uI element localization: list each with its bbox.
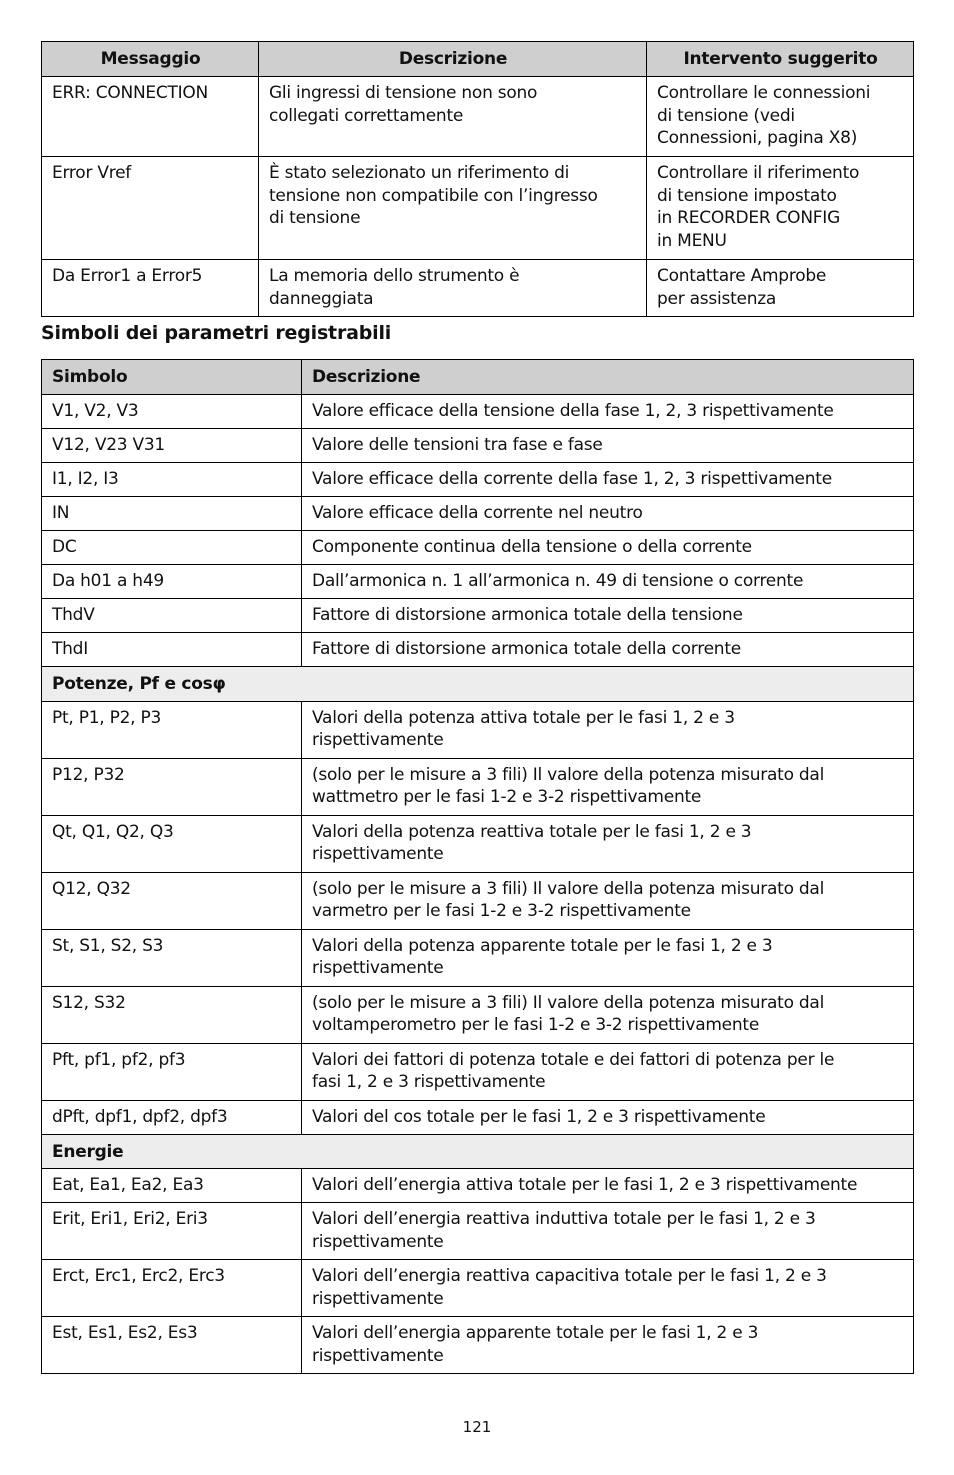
symbol-cell xyxy=(42,758,302,815)
description-line: voltamperometro per le fasi 1-2 e 3-2 rispettivamente xyxy=(312,1015,760,1036)
message-cell: Error Vref xyxy=(42,157,259,260)
table-row xyxy=(42,77,914,157)
description-cell xyxy=(302,463,914,497)
table-row xyxy=(42,1260,914,1317)
symbol-text: Da h01 a h49 xyxy=(52,571,164,591)
section-energy xyxy=(42,1134,914,1169)
description-cell xyxy=(302,929,914,986)
column-header: Descrizione xyxy=(302,360,914,395)
description-line: (solo per le misure a 3 fili) Il valore della potenza misurato dal xyxy=(312,878,825,899)
description-cell xyxy=(302,1100,914,1134)
table-row xyxy=(42,599,914,633)
description-line: rispettivamente xyxy=(312,730,444,751)
symbol-text: Q12, Q32 xyxy=(52,878,131,899)
table-row xyxy=(42,429,914,463)
symbol-text: I1, I2, I3 xyxy=(52,469,119,489)
description-cell xyxy=(302,1203,914,1260)
symbol-text: V1, V2, V3 xyxy=(52,401,139,421)
table-header-row xyxy=(42,42,914,77)
symbol-cell xyxy=(42,815,302,872)
symbol-text: Est, Es1, Es2, Es3 xyxy=(52,1323,198,1344)
table-row xyxy=(42,1203,914,1260)
description-cell xyxy=(302,701,914,758)
table-row xyxy=(42,260,914,317)
symbol-text: ThdI xyxy=(52,639,88,659)
symbol-cell xyxy=(42,1169,302,1203)
column-header: Simbolo xyxy=(42,360,302,395)
description-line: Valori della potenza reattiva totale per le fasi 1, 2 e 3 xyxy=(312,821,752,842)
symbol-text: Erct, Erc1, Erc2, Erc3 xyxy=(52,1266,225,1287)
symbol-text: Qt, Q1, Q2, Q3 xyxy=(52,821,174,842)
description-line: Valore delle tensioni tra fase e fase xyxy=(312,435,603,455)
description-cell: La memoria dello strumento è danneggiata xyxy=(259,260,647,317)
message-cell: ERR: CONNECTION xyxy=(42,77,259,157)
column-header: Messaggio xyxy=(42,42,259,77)
description-line: Valori dell’energia apparente totale per le fasi 1, 2 e 3 xyxy=(312,1323,759,1344)
symbol-text: ThdV xyxy=(52,605,95,625)
symbol-text: V12, V23 V31 xyxy=(52,435,165,455)
description-cell xyxy=(302,429,914,463)
description-line: rispettivamente xyxy=(312,1231,444,1252)
description-cell xyxy=(302,1043,914,1100)
description-line: rispettivamente xyxy=(312,1345,444,1366)
symbol-cell xyxy=(42,633,302,667)
description-cell xyxy=(302,758,914,815)
description-line: Componente continua della tensione o della corrente xyxy=(312,537,752,557)
symbol-cell xyxy=(42,986,302,1043)
description-line: Valori dei fattori di potenza totale e dei fattori di potenza per le xyxy=(312,1049,835,1070)
description-line: Fattore di distorsione armonica totale della corrente xyxy=(312,639,741,659)
description-cell xyxy=(302,531,914,565)
symbols-table xyxy=(41,359,914,1374)
description-cell xyxy=(302,565,914,599)
description-line: rispettivamente xyxy=(312,1288,444,1309)
table-row xyxy=(42,497,914,531)
symbol-cell xyxy=(42,1260,302,1317)
column-header: Descrizione xyxy=(259,42,647,77)
table-row xyxy=(42,701,914,758)
symbol-cell xyxy=(42,463,302,497)
description-cell xyxy=(302,1169,914,1203)
description-line: rispettivamente xyxy=(312,844,444,865)
symbol-text: Erit, Eri1, Eri2, Eri3 xyxy=(52,1209,208,1230)
section-power xyxy=(42,667,914,702)
table-row xyxy=(42,758,914,815)
symbol-cell xyxy=(42,599,302,633)
description-cell xyxy=(302,1260,914,1317)
description-cell xyxy=(302,986,914,1043)
description-line: Valori del cos totale per le fasi 1, 2 e 3 rispettivamente xyxy=(312,1106,766,1127)
symbol-cell xyxy=(42,701,302,758)
symbol-text: Pft, pf1, pf2, pf3 xyxy=(52,1049,186,1070)
section-energy-label: Energie xyxy=(42,1134,914,1169)
description-line: Valori dell’energia attiva totale per le fasi 1, 2 e 3 rispettivamente xyxy=(312,1175,858,1196)
description-line: Valore efficace della tensione della fase 1, 2, 3 rispettivamente xyxy=(312,401,834,421)
table-row xyxy=(42,815,914,872)
description-line: (solo per le misure a 3 fili) Il valore della potenza misurato dal xyxy=(312,992,825,1013)
symbol-text: DC xyxy=(52,537,77,557)
section-heading: Simboli dei parametri registrabili xyxy=(41,322,392,344)
symbol-cell xyxy=(42,929,302,986)
symbol-text: St, S1, S2, S3 xyxy=(52,935,164,956)
page-number: 121 xyxy=(462,1418,492,1436)
table-row xyxy=(42,531,914,565)
table-row xyxy=(42,986,914,1043)
description-cell xyxy=(302,497,914,531)
symbol-cell xyxy=(42,872,302,929)
description-line: wattmetro per le fasi 1-2 e 3-2 rispettivamente xyxy=(312,787,702,808)
description-line: Fattore di distorsione armonica totale della tensione xyxy=(312,605,743,625)
message-cell: Da Error1 a Error5 xyxy=(42,260,259,317)
table-row xyxy=(42,929,914,986)
description-cell xyxy=(302,872,914,929)
action-cell: Controllare le connessioni di tensione (vedi Connessioni, pagina X8) xyxy=(647,77,914,157)
symbol-text: S12, S32 xyxy=(52,992,126,1013)
description-line: fasi 1, 2 e 3 rispettivamente xyxy=(312,1072,546,1093)
symbol-cell xyxy=(42,1100,302,1134)
description-cell xyxy=(302,633,914,667)
table-row xyxy=(42,1169,914,1203)
symbol-text: Eat, Ea1, Ea2, Ea3 xyxy=(52,1175,204,1196)
table-row xyxy=(42,872,914,929)
symbol-cell xyxy=(42,1043,302,1100)
symbol-text: P12, P32 xyxy=(52,764,125,785)
symbol-cell xyxy=(42,429,302,463)
table-row xyxy=(42,633,914,667)
table-row xyxy=(42,157,914,260)
section-power-label: Potenze, Pf e cosφ xyxy=(42,667,914,702)
symbol-text: dPft, dpf1, dpf2, dpf3 xyxy=(52,1106,228,1127)
description-cell xyxy=(302,395,914,429)
description-line: Valore efficace della corrente della fase 1, 2, 3 rispettivamente xyxy=(312,469,832,489)
symbol-cell xyxy=(42,565,302,599)
symbol-cell xyxy=(42,531,302,565)
symbol-cell xyxy=(42,497,302,531)
description-cell xyxy=(302,815,914,872)
column-header: Intervento suggerito xyxy=(647,42,914,77)
symbol-text: Pt, P1, P2, P3 xyxy=(52,707,162,728)
symbol-text: IN xyxy=(52,503,70,523)
table-row xyxy=(42,1317,914,1374)
description-line: (solo per le misure a 3 fili) Il valore della potenza misurato dal xyxy=(312,764,825,785)
table-row xyxy=(42,565,914,599)
description-cell xyxy=(302,1317,914,1374)
action-cell: Contattare Amprobe per assistenza xyxy=(647,260,914,317)
table-header-row xyxy=(42,360,914,395)
description-line: varmetro per le fasi 1-2 e 3-2 rispettivamente xyxy=(312,901,691,922)
description-line: Valori dell’energia reattiva induttiva totale per le fasi 1, 2 e 3 xyxy=(312,1209,816,1230)
table-row xyxy=(42,1043,914,1100)
description-line: rispettivamente xyxy=(312,958,444,979)
description-line: Valori della potenza attiva totale per le fasi 1, 2 e 3 xyxy=(312,707,735,728)
symbol-cell xyxy=(42,1317,302,1374)
table-row xyxy=(42,395,914,429)
description-line: Valori dell’energia reattiva capacitiva totale per le fasi 1, 2 e 3 xyxy=(312,1266,827,1287)
description-cell: È stato selezionato un riferimento di tensione non compatibile con l’ingresso di tensione xyxy=(259,157,647,260)
error-messages-table xyxy=(41,41,914,317)
description-line: Valore efficace della corrente nel neutro xyxy=(312,503,643,523)
description-line: Valori della potenza apparente totale per le fasi 1, 2 e 3 xyxy=(312,935,773,956)
action-cell: Controllare il riferimento di tensione impostato in RECORDER CONFIG in MENU xyxy=(647,157,914,260)
table-row xyxy=(42,463,914,497)
description-line: Dall’armonica n. 1 all’armonica n. 49 di tensione o corrente xyxy=(312,571,804,591)
description-cell: Gli ingressi di tensione non sono collegati correttamente xyxy=(259,77,647,157)
description-cell xyxy=(302,599,914,633)
symbol-cell xyxy=(42,395,302,429)
table-row xyxy=(42,1100,914,1134)
symbol-cell xyxy=(42,1203,302,1260)
